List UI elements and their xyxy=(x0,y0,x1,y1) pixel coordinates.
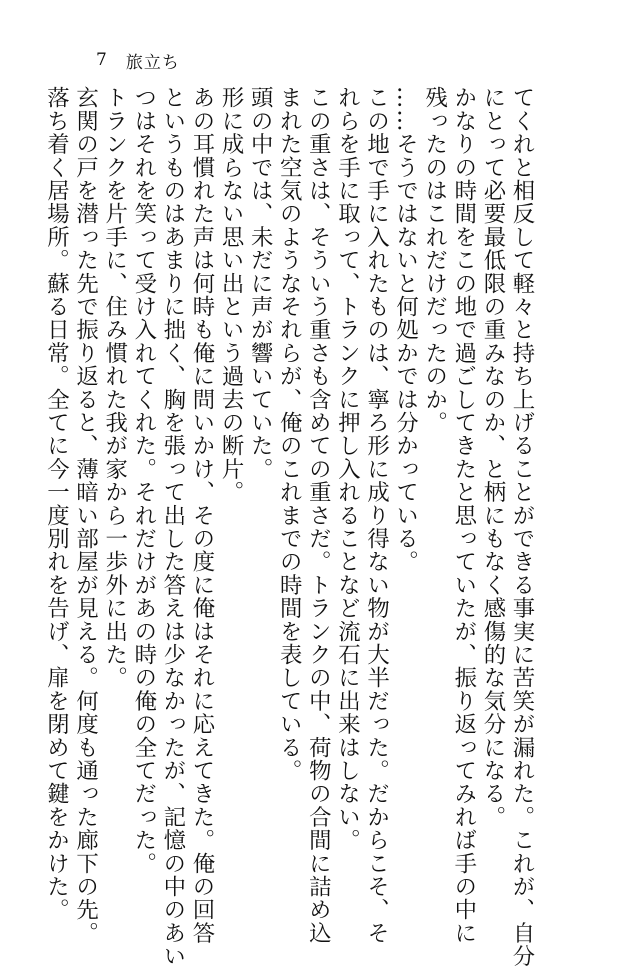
text-line: というものはあまりに拙く、胸を張って出した答えは少なかったが、記憶の中のあい xyxy=(159,86,186,968)
text-line: 落ち着く居場所。蘇る日常。全てに今一度別れを告げ、扉を閉めて鍵をかけた。 xyxy=(43,86,70,922)
text-line: 玄関の戸を潜った先で振り返ると、薄暗い部屋が見える。何度も通った廊下の先。 xyxy=(72,86,99,945)
text-line: れらを手に取って、トランクに押し入れることなど流石に出来はしない。 xyxy=(334,86,361,852)
text-line: まれた空気のようなそれらが、俺のこれまでの時間を表している。 xyxy=(276,86,303,782)
page-number: 7 xyxy=(96,50,108,70)
vertical-body-text xyxy=(43,86,536,968)
text-line: ……そうではないと何処かでは分かっている。 xyxy=(392,86,419,574)
chapter-title: 旅立ち xyxy=(125,52,180,73)
text-line: 残ったのはこれだけだったのか。 xyxy=(421,86,448,434)
text-line: 形に成らない思い出という過去の断片。 xyxy=(218,86,245,504)
text-line: トランクを片手に、住み慣れた我が家から一歩外に出た。 xyxy=(101,86,128,690)
running-header xyxy=(96,48,180,72)
text-line: にとって必要最低限の重みなのか、と柄にもなく感傷的な気分になる。 xyxy=(479,86,506,829)
text-line: この地で手に入れたものは、寧ろ形に成り得ない物が大半だった。だからこそ、そ xyxy=(363,86,390,945)
text-line: 頭の中では、未だに声が響いていた。 xyxy=(247,86,274,481)
text-line: かなりの時間をこの地で過ごしてきたと思っていたが、振り返ってみれば手の中に xyxy=(450,86,477,945)
text-line: この重さは、そういう重さも含めての重さだ。トランクの中、荷物の合間に詰め込 xyxy=(305,86,332,945)
text-line: てくれと相反して軽々と持ち上げることができる事実に苦笑が漏れた。これが、自分 xyxy=(509,86,535,968)
text-line: つはそれを笑って受け入れてくれた。それだけがあの時の俺の全てだった。 xyxy=(130,86,157,875)
text-line: あの耳慣れた声は何時も俺に問いかけ、その度に俺はそれに応えてきた。俺の回答 xyxy=(188,86,215,945)
